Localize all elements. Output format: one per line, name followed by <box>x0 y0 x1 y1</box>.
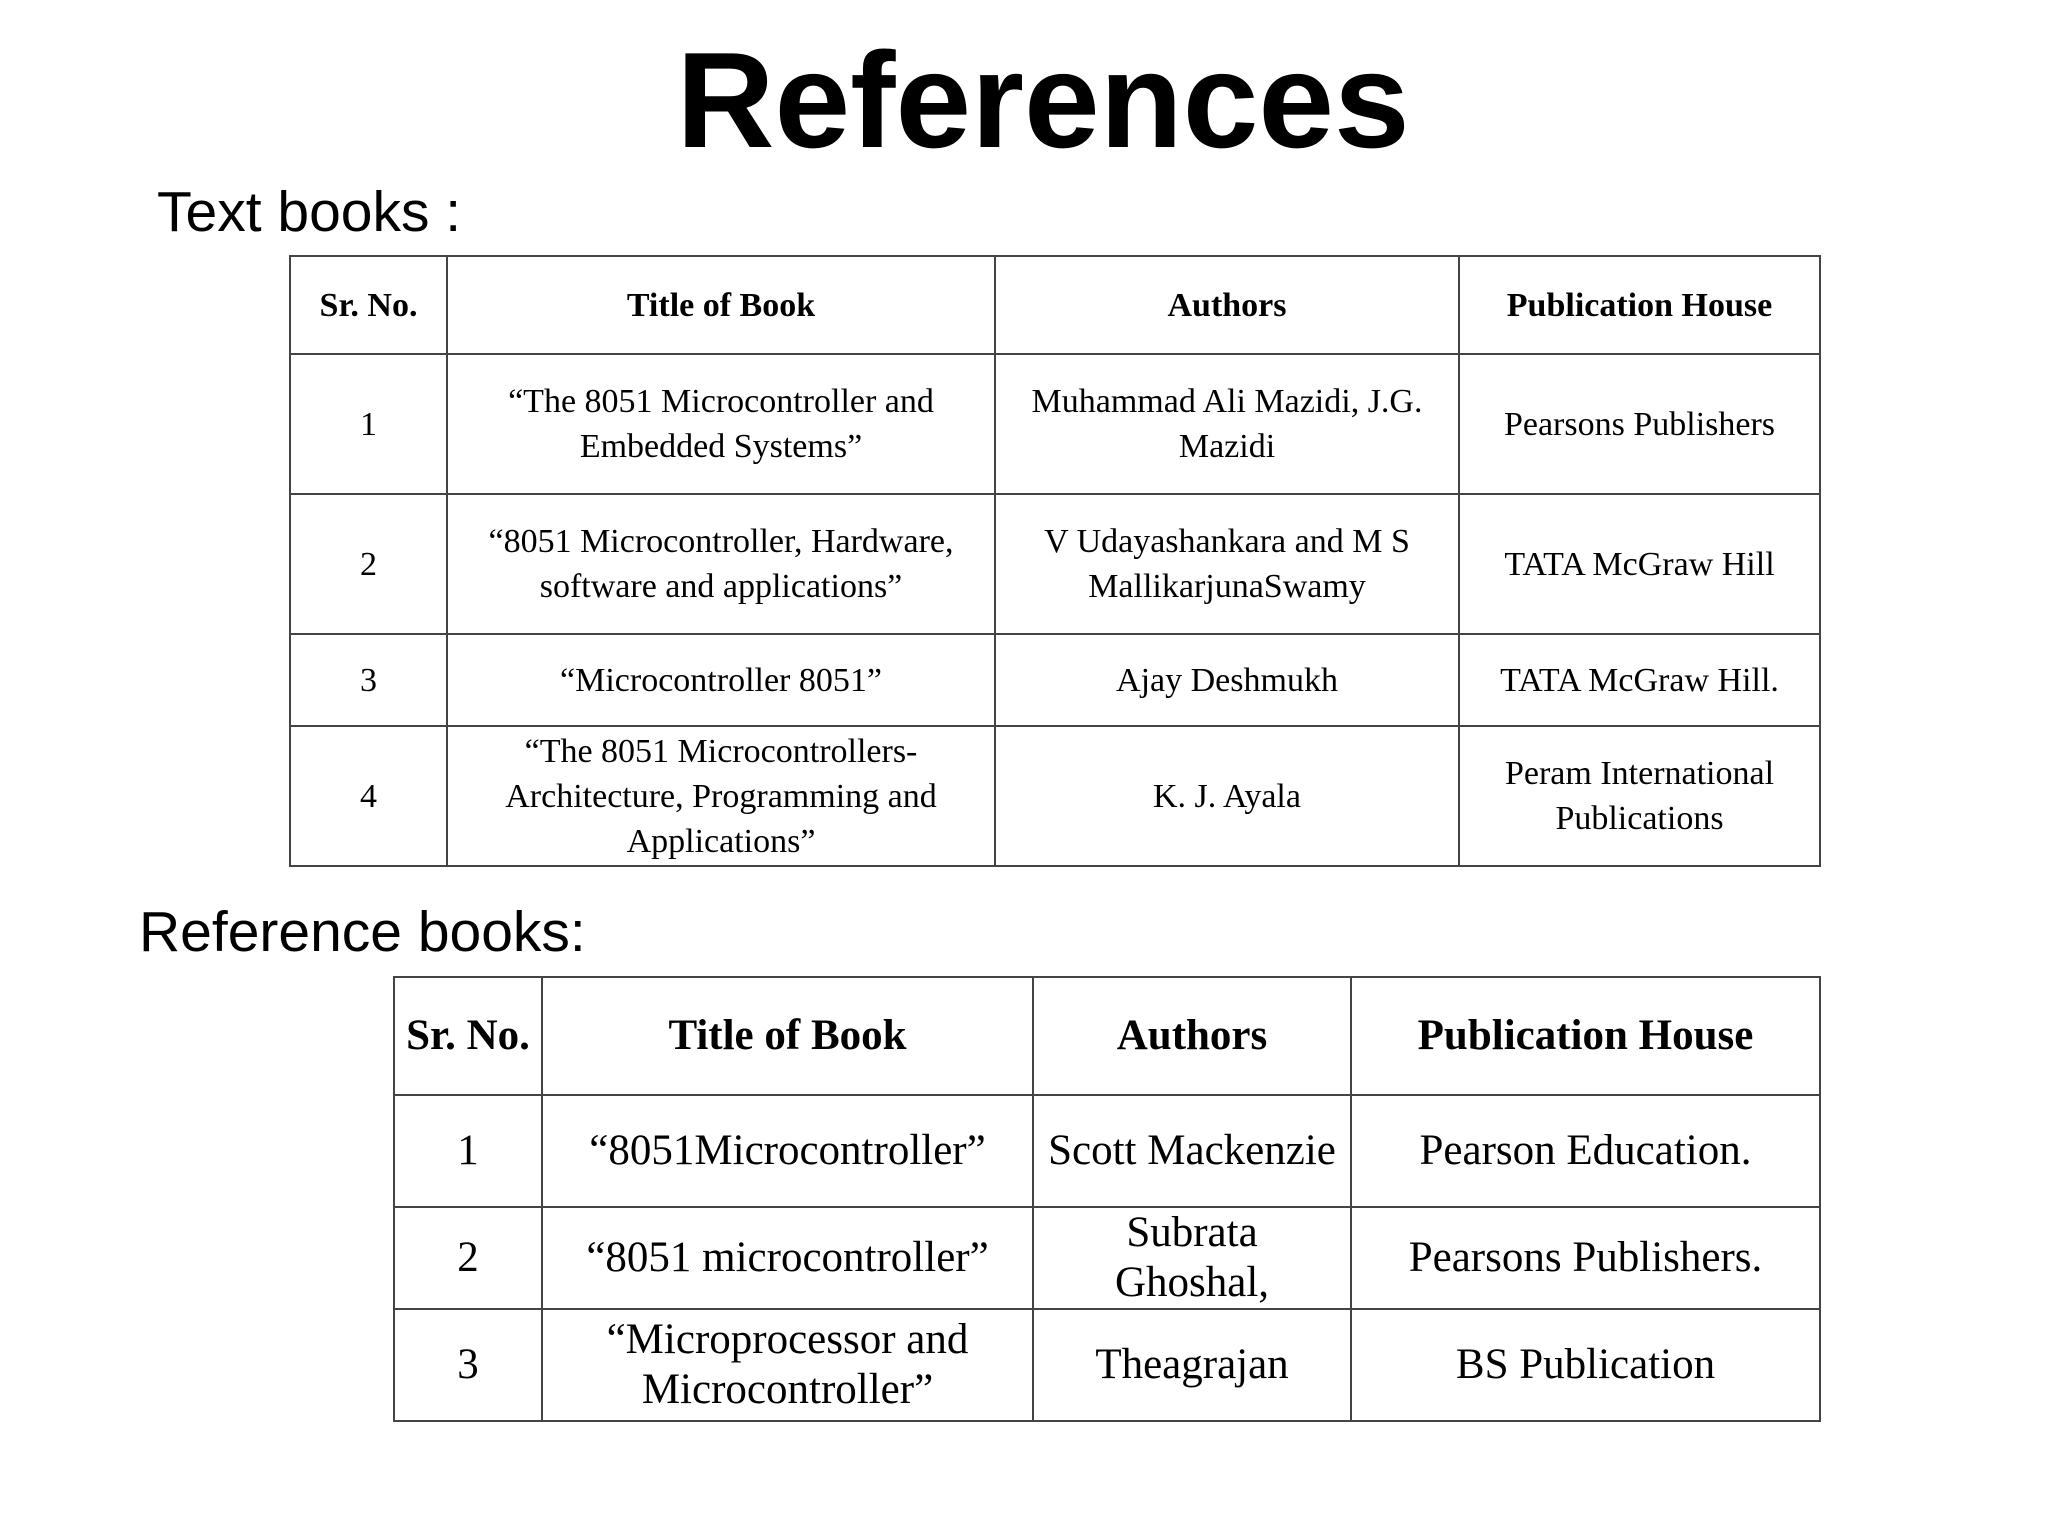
header-title: Title of Book <box>542 977 1033 1095</box>
cell-title: “Microcontroller 8051” <box>447 634 995 726</box>
page-title: References <box>676 24 1410 176</box>
cell-sr-no: 2 <box>290 494 447 634</box>
cell-sr-no: 1 <box>394 1095 542 1207</box>
cell-title: “8051Microcontroller” <box>542 1095 1033 1207</box>
table-header-row <box>290 256 1820 354</box>
table-row <box>394 1309 1820 1421</box>
cell-title: “8051 Microcontroller, Hardware, software and applications” <box>447 494 995 634</box>
reference-books-heading: Reference books: <box>139 900 586 964</box>
cell-authors: Scott Mackenzie <box>1033 1095 1351 1207</box>
header-authors: Authors <box>1033 977 1351 1095</box>
textbooks-table <box>289 255 1821 867</box>
table-row <box>290 726 1820 866</box>
header-sr-no: Sr. No. <box>290 256 447 354</box>
cell-title: “8051 microcontroller” <box>542 1207 1033 1309</box>
cell-publication: TATA McGraw Hill <box>1459 494 1820 634</box>
cell-authors: V Udayashankara and M S MallikarjunaSwamy <box>995 494 1459 634</box>
cell-sr-no: 4 <box>290 726 447 866</box>
cell-publication: Pearsons Publishers. <box>1351 1207 1820 1309</box>
table-row <box>290 494 1820 634</box>
header-publication: Publication House <box>1459 256 1820 354</box>
cell-title: “The 8051 Microcontroller and Embedded Systems” <box>447 354 995 494</box>
header-publication: Publication House <box>1351 977 1820 1095</box>
cell-authors: Ajay Deshmukh <box>995 634 1459 726</box>
cell-sr-no: 1 <box>290 354 447 494</box>
table-header-row <box>394 977 1820 1095</box>
cell-publication: Pearson Education. <box>1351 1095 1820 1207</box>
cell-authors: Theagrajan <box>1033 1309 1351 1421</box>
header-authors: Authors <box>995 256 1459 354</box>
table-row <box>290 354 1820 494</box>
cell-title: “The 8051 Microcontrollers- Architecture, Programming and Applications” <box>447 726 995 866</box>
cell-publication: BS Publication <box>1351 1309 1820 1421</box>
table-row <box>394 1207 1820 1309</box>
cell-authors: K. J. Ayala <box>995 726 1459 866</box>
cell-authors: Subrata Ghoshal, <box>1033 1207 1351 1309</box>
cell-publication: TATA McGraw Hill. <box>1459 634 1820 726</box>
cell-sr-no: 3 <box>290 634 447 726</box>
header-title: Title of Book <box>447 256 995 354</box>
cell-authors: Muhammad Ali Mazidi, J.G. Mazidi <box>995 354 1459 494</box>
cell-sr-no: 3 <box>394 1309 542 1421</box>
cell-publication: Peram International Publications <box>1459 726 1820 866</box>
reference-books-table <box>393 976 1821 1422</box>
table-row <box>290 634 1820 726</box>
header-sr-no: Sr. No. <box>394 977 542 1095</box>
cell-sr-no: 2 <box>394 1207 542 1309</box>
cell-publication: Pearsons Publishers <box>1459 354 1820 494</box>
textbooks-heading: Text books : <box>157 180 462 244</box>
cell-title: “Microprocessor and Microcontroller” <box>542 1309 1033 1421</box>
table-row <box>394 1095 1820 1207</box>
